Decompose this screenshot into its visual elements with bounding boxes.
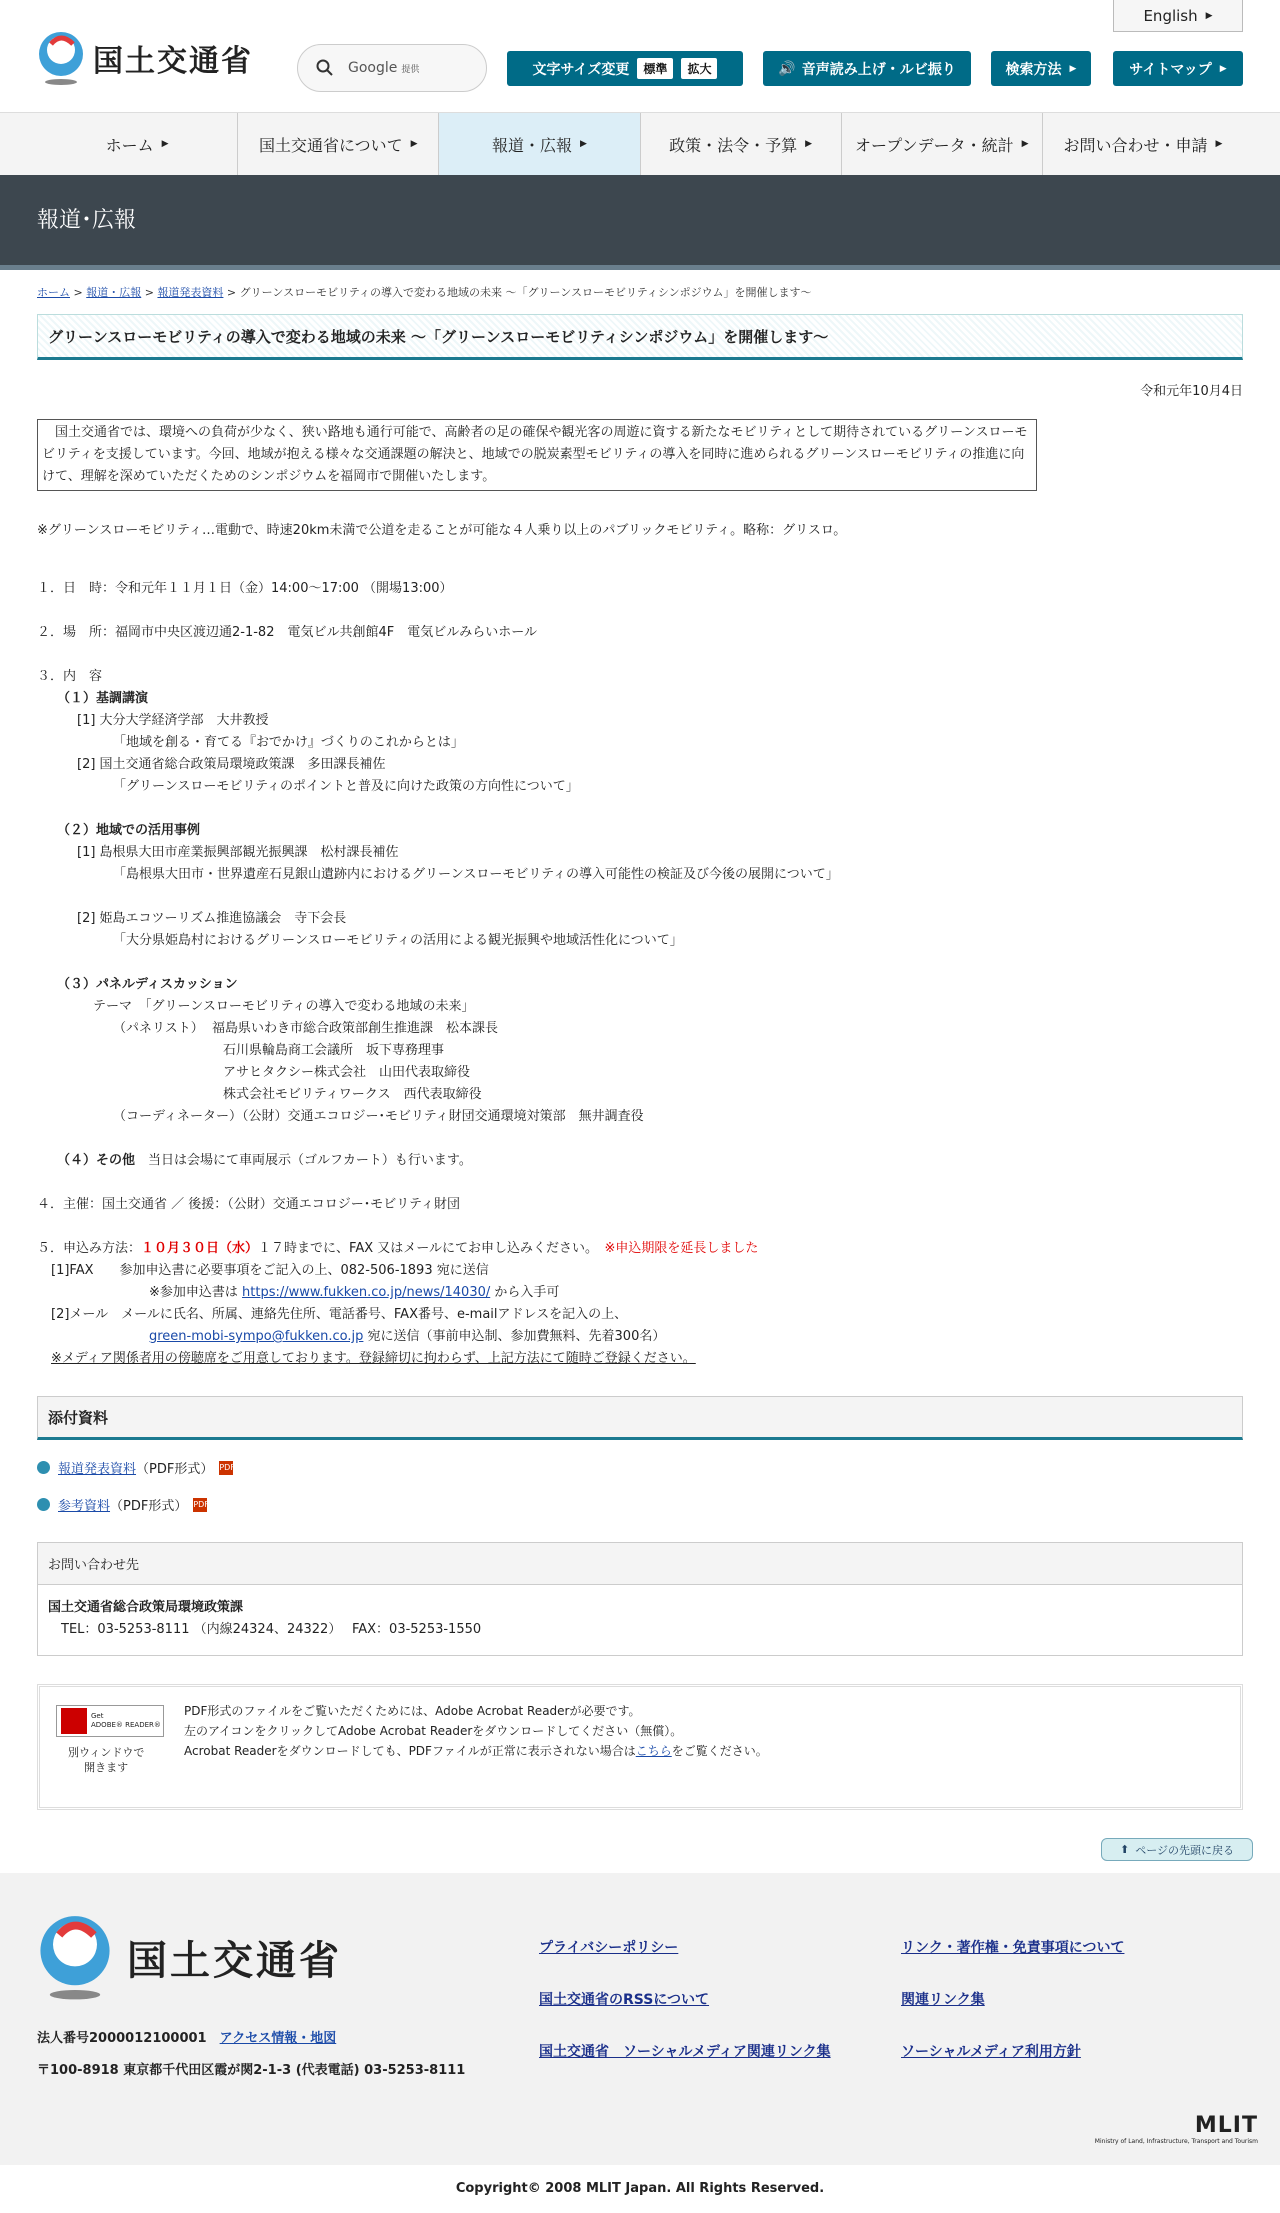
attachments-heading: 添付資料 [37, 1396, 1243, 1440]
item-apply: ５．申込み方法：１０月３０日（水）１７時までに、FAX 又はメールにてお申し込みください。 ※申込期限を延長しました [37, 1241, 759, 1256]
attachment-2-link[interactable]: 参考資料 [58, 1499, 111, 1514]
footer-address: 〒100-8918 東京都千代田区霞が関2-1-3 (代表電話) 03-5253-8111 [37, 2063, 466, 2078]
breadcrumb: ホーム > 報道・広報 > 報道発表資料 > グリーンスローモビリティの導入で変わる地域の未来 ～「グリーンスローモビリティシンポジウム」を開催します～ [37, 286, 812, 299]
case-1: [1] 島根県大田市産業振興部観光振興課 松村課長補佐 [77, 845, 399, 860]
font-standard-button[interactable]: 標準 [637, 58, 673, 79]
corporate-number: 法人番号2000012100001 アクセス情報・地図 [37, 2031, 337, 2046]
contact-org: 国土交通省総合政策局環境政策課 [48, 1600, 244, 1615]
mlit-logo-icon [37, 1913, 113, 2001]
panel-theme: テーマ 「グリーンスローモビリティの導入で変わる地域の未来」 [93, 999, 475, 1014]
apply-mail: [2]メール メールに氏名、所属、連絡先住所、電話番号、FAX番号、e-mailアドレスを記入の上、 [51, 1307, 628, 1322]
bullet-icon [37, 1498, 50, 1511]
caret-right-icon: ▶ [1205, 10, 1213, 21]
sub-cases: （２）地域での活用事例 [57, 823, 201, 838]
pdf-icon: PDF [219, 1461, 233, 1475]
access-link[interactable]: アクセス情報・地図 [219, 2031, 337, 2046]
adobe-icon [61, 1708, 87, 1734]
article-lead: 国土交通省では、環境への負荷が少なく、狭い路地も通行可能で、高齢者の足の確保や観光客の周遊に資する新たなモビリティとして期待されているグリーンスローモビリティを支援しています。今回、地域が抱える様々な交通課題の解決と、地域での脱炭素型モビリティの導入を同時に進められるグリーンスローモビリティの推進に向けて、理解を深めていただくためのシンポジウムを福岡市で開催いたします。 [37, 419, 1037, 491]
voice-ruby-button[interactable]: 🔊 音声読み上げ・ルビ振り [763, 51, 971, 86]
breadcrumb-current: グリーンスローモビリティの導入で変わる地域の未来 ～「グリーンスローモビリティシンポジウム」を開催します～ [239, 286, 812, 299]
panelist-4: 株式会社モビリティワークス 西代表取締役 [223, 1087, 482, 1102]
contact-heading: お問い合わせ先 [38, 1543, 1242, 1585]
keynote-2: [2] 国土交通省総合政策局環境政策課 多田課長補佐 [77, 757, 386, 772]
nav-opendata[interactable]: オープンデータ・統計 ▶ [841, 113, 1042, 175]
acrobat-help-link[interactable]: こちら [635, 1744, 672, 1758]
caret-right-icon: ▶ [1219, 63, 1227, 74]
footer-link-social[interactable]: 国土交通省 ソーシャルメディア関連リンク集 [539, 2044, 831, 2060]
arrow-up-icon: ⬆ [1120, 1843, 1130, 1856]
apply-fax-note: ※参加申込書は https://www.fukken.co.jp/news/14030/ から入手可 [149, 1285, 560, 1300]
site-header [37, 0, 1243, 112]
sub-keynote: （１）基調講演 [57, 691, 149, 706]
apply-mail-address: green-mobi-sympo@fukken.co.jp 宛に送信（事前申込制、参加費無料、先着300名） [149, 1329, 666, 1344]
article-date: 令和元年10月4日 [1140, 384, 1243, 399]
footer-link-social-policy[interactable]: ソーシャルメディア利用方針 [901, 2044, 1081, 2060]
site-footer [0, 1873, 1280, 2165]
bullet-icon [37, 1461, 50, 1474]
article-note: ※グリーンスローモビリティ…電動で、時速20km未満で公道を走ることが可能な４人乗り以上のパブリックモビリティ。略称：グリスロ。 [37, 523, 847, 538]
nav-home[interactable]: ホーム ▶ [105, 135, 169, 155]
caret-right-icon: ▶ [805, 139, 813, 149]
contact-tel: TEL：03-5253-8111 （内線24324、24322） FAX：03-5253-1550 [48, 1622, 482, 1637]
case-1-title: 「島根県大田市・世界遺産石見銀山遺跡内におけるグリーンスローモビリティの導入可能性の検証及び今後の展開について」 [113, 867, 839, 882]
site-logo[interactable] [37, 30, 253, 86]
back-to-top-button[interactable]: ⬆ ページの先頭に戻る [1101, 1838, 1253, 1861]
sub-other: （４）その他 当日は会場にて車両展示（ゴルフカート）も行います。 [57, 1153, 472, 1168]
panelist-1: （パネリスト） 福島県いわき市総合政策部創生推進課 松本課長 [113, 1021, 499, 1036]
sub-panel: （３）パネルディスカッション [57, 977, 238, 992]
copyright: Copyright© 2008 MLIT Japan. All Rights Reserved. [455, 2181, 825, 2196]
caret-right-icon: ▶ [410, 139, 418, 149]
english-button[interactable]: English ▶ [1113, 0, 1243, 32]
global-nav [0, 112, 1280, 175]
caret-right-icon: ▶ [161, 139, 169, 149]
contact-box [37, 1542, 1243, 1656]
breadcrumb-press[interactable]: 報道・広報 [86, 286, 142, 299]
breadcrumb-home[interactable]: ホーム [37, 286, 70, 299]
mlit-wordmark: MLIT Ministry of Land, Infrastructure, Transport and Tourism [1094, 2113, 1258, 2145]
logo-text: 国土交通省 [93, 44, 253, 79]
sitemap-button[interactable]: サイトマップ ▶ [1113, 51, 1243, 86]
attachment-1: 報道発表資料 （PDF形式） PDF [37, 1458, 1243, 1477]
caret-right-icon: ▶ [1069, 63, 1077, 74]
mail-link[interactable]: green-mobi-sympo@fukken.co.jp [149, 1329, 364, 1344]
item-content: ３．内 容 [37, 669, 103, 684]
search-icon [316, 59, 334, 77]
item-date: １．日 時：令和元年１１月１日（金）14:00～17:00 （開場13:00） [37, 581, 453, 596]
footer-link-privacy[interactable]: プライバシーポリシー [539, 1940, 679, 1956]
search-label: Google 提供 [348, 60, 420, 76]
main-content [37, 284, 1243, 1870]
pdf-icon: PDF [193, 1498, 207, 1512]
fukken-link[interactable]: https://www.fukken.co.jp/news/14030/ [242, 1285, 491, 1300]
case-2-title: 「大分県姫島村におけるグリーンスローモビリティの活用による観光振興や地域活性化について」 [113, 933, 683, 948]
acrobat-text: PDF形式のファイルをご覧いただくためには、Adobe Acrobat Readerが必要です。 左のアイコンをクリックしてAdobe Acrobat Readerをダウンロードしてください（無償）。 Acrobat Readerをダウンロードしても、PDFファイルが正常に表示されない場合はこちらをご覧ください。 [184, 1704, 768, 1758]
caret-right-icon: ▶ [1215, 139, 1223, 149]
item-organizer: ４．主催：国土交通省 ／ 後援：（公財）交通エコロジー･モビリティ財団 [37, 1197, 460, 1212]
keynote-1: [1] 大分大学経済学部 大井教授 [77, 713, 269, 728]
case-2: [2] 姫島エコツーリズム推進協議会 寺下会長 [77, 911, 347, 926]
keynote-1-title: 「地域を創る・育てる『おでかけ』づくりのこれからとは」 [113, 735, 464, 750]
apply-fax: [1]FAX 参加申込書に必要事項をご記入の上、082-506-1893 宛に送信 [51, 1263, 489, 1278]
footer-link-rss[interactable]: 国土交通省のRSSについて [539, 1992, 710, 2008]
font-size-control: 文字サイズ変更 標準 拡大 [507, 51, 743, 86]
media-note: ※メディア関係者用の傍聴席をご用意しております。登録締切に拘わらず、上記方法にて随時ご登録ください。 [51, 1351, 696, 1366]
article-body [37, 578, 1243, 1370]
new-window-caption: 別ウィンドウで 開きます [68, 1746, 145, 1774]
attachment-2: 参考資料 （PDF形式） PDF [37, 1495, 1243, 1514]
speaker-icon: 🔊 [778, 60, 796, 77]
nav-policy[interactable]: 政策・法令・予算 ▶ [640, 113, 841, 175]
article-title: グリーンスローモビリティの導入で変わる地域の未来 ～「グリーンスローモビリティシンポジウム」を開催します～ [37, 314, 1243, 360]
page-section-title: 報道･広報 [37, 208, 137, 233]
search-method-button[interactable]: 検索方法 ▶ [991, 51, 1091, 86]
nav-contact[interactable]: お問い合わせ・申請 ▶ [1042, 113, 1243, 175]
breadcrumb-release[interactable]: 報道発表資料 [157, 286, 224, 299]
nav-about[interactable]: 国土交通省について ▶ [237, 113, 438, 175]
nav-press[interactable]: 報道・広報 ▶ [438, 113, 639, 175]
adobe-reader-badge[interactable]: Get ADOBE® READER® [56, 1705, 164, 1737]
item-place: ２．場 所：福岡市中央区渡辺通2-1-82 電気ビル共創館4F 電気ビルみらいホール [37, 625, 537, 640]
google-search-box[interactable] [297, 44, 487, 92]
footer-link-copyright[interactable]: リンク・著作権・免責事項について [901, 1940, 1125, 1956]
acrobat-box [37, 1684, 1243, 1810]
panelist-3: アサヒタクシー株式会社 山田代表取締役 [223, 1065, 471, 1080]
page-band [0, 175, 1280, 270]
mlit-logo-icon [37, 30, 85, 86]
footer-logo[interactable]: 国土交通省 [37, 1913, 342, 2001]
keynote-2-title: 「グリーンスローモビリティのポイントと普及に向けた政策の方向性について」 [113, 779, 579, 794]
coordinator: （コーディネーター）（公財）交通エコロジー･モビリティ財団交通環境対策部 無井調査役 [113, 1109, 644, 1124]
footer-link-related[interactable]: 関連リンク集 [901, 1992, 985, 2008]
attachment-1-link[interactable]: 報道発表資料 [58, 1462, 137, 1477]
panelist-2: 石川県輪島商工会議所 坂下専務理事 [223, 1043, 445, 1058]
caret-right-icon: ▶ [579, 139, 587, 149]
font-large-button[interactable]: 拡大 [681, 58, 717, 79]
caret-right-icon: ▶ [1021, 139, 1029, 149]
